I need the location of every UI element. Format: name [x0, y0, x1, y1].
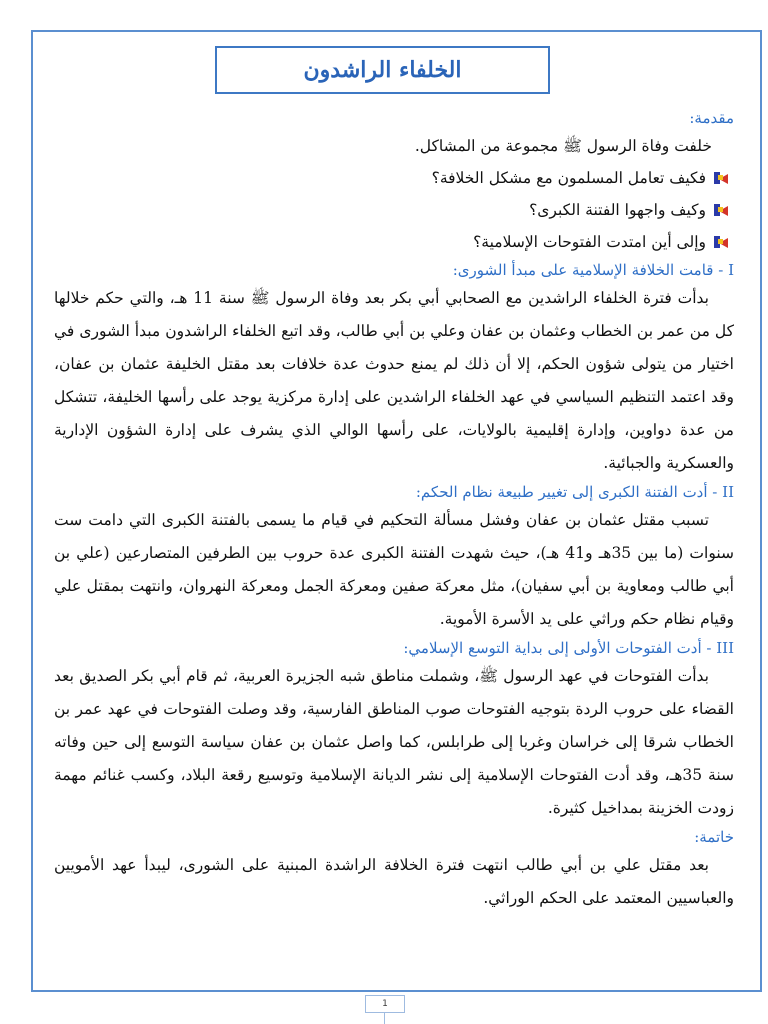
intro-text: خلفت وفاة الرسول ﷺ مجموعة من المشاكل.	[414, 137, 712, 155]
conclusion-heading: خاتمة:	[694, 828, 734, 846]
section-heading-1: I - قامت الخلافة الإسلامية على مبدأ الشورى:	[452, 261, 734, 279]
bullet-text: وكيف واجهوا الفتنة الكبرى؟	[529, 201, 706, 219]
bullet-text: فكيف تعامل المسلمون مع مشكل الخلافة؟	[431, 169, 706, 187]
title-box	[215, 46, 550, 94]
section-text-2: تسبب مقتل عثمان بن عفان وفشل مسألة التحكيم في قيام ما يسمى بالفتنة الكبرى التي دامت ست سنوات (ما بين 35هـ و41 هـ)، حيث شهدت الفتنة الكبرى عدة حروب بين الطرفين المتصارعين (علي بن أبي طالب ومعاوية بن أبي سفيان)، مثل معركة صفين ومعركة الجمل ومعركة النهروان، وانتهت بمقتل علي وقيام نظام حكم وراثي على يد الأسرة الأموية.	[54, 511, 734, 628]
bullet-item	[54, 226, 734, 258]
section-heading-3: III - أدت الفتوحات الأولى إلى بداية التوسع الإسلامي:	[403, 639, 734, 657]
section-text-1: بدأت فترة الخلفاء الراشدين مع الصحابي أبي بكر بعد وفاة الرسول ﷺ سنة 11 هـ، والتي حكم خلالها كل من عمر بن الخطاب وعثمان بن عفان وعلي بن أبي طالب، وقد اتبع الخلفاء الراشدون مبدأ الشورى في اختيار من يتولى شؤون الحكم، إلا أن ذلك لم يمنع حدوث عدة خلافات بعد مقتل الخليفة عثمان بن عفان، وقد اعتمد التنظيم السياسي في عهد الخلفاء الراشدين على إدارة مركزية يوجد على رأسها الخليفة، تتشكل من عدة دواوين، وإدارة إقليمية بالولايات، على رأسها الوالي الذي يشرف على إدارة الشؤون الإدارية والعسكرية والجبائية.	[54, 289, 734, 472]
arrow-bullet-icon	[714, 172, 728, 184]
page-title: الخلفاء الراشدون	[303, 57, 462, 83]
page-number: 1	[365, 995, 405, 1013]
document-body	[54, 106, 734, 915]
intro-heading: مقدمة:	[689, 109, 734, 127]
conclusion-text: بعد مقتل علي بن أبي طالب انتهت فترة الخلافة الراشدة المبنية على الشورى، ليبدأ عهد الأمويين والعباسيين المعتمد على الحكم الوراثي.	[54, 856, 734, 907]
section-heading-2: II - أدت الفتنة الكبرى إلى تغيير طبيعة نظام الحكم:	[415, 483, 734, 501]
bullet-item	[54, 162, 734, 194]
bullet-text: وإلى أين امتدت الفتوحات الإسلامية؟	[473, 233, 706, 251]
arrow-bullet-icon	[714, 236, 728, 248]
page-number-stem	[384, 1013, 385, 1024]
arrow-bullet-icon	[714, 204, 728, 216]
section-text-3: بدأت الفتوحات في عهد الرسول ﷺ، وشملت مناطق شبه الجزيرة العربية، ثم قام أبي بكر الصديق بعد القضاء على حروب الردة بتوجيه الفتوحات صوب المناطق الفارسية، وقد وصلت الفتوحات في عهد عمر بن الخطاب شرقا إلى خراسان وغربا إلى طرابلس، كما واصل عثمان بن عفان سياسة التوسع إلى حين وفاته سنة 35هـ، وقد أدت الفتوحات الإسلامية إلى نشر الديانة الإسلامية وتوسيع رقعة البلاد، وكسب غنائم مهمة زودت الخزينة بمداخيل كثيرة.	[54, 667, 734, 817]
bullet-item	[54, 194, 734, 226]
